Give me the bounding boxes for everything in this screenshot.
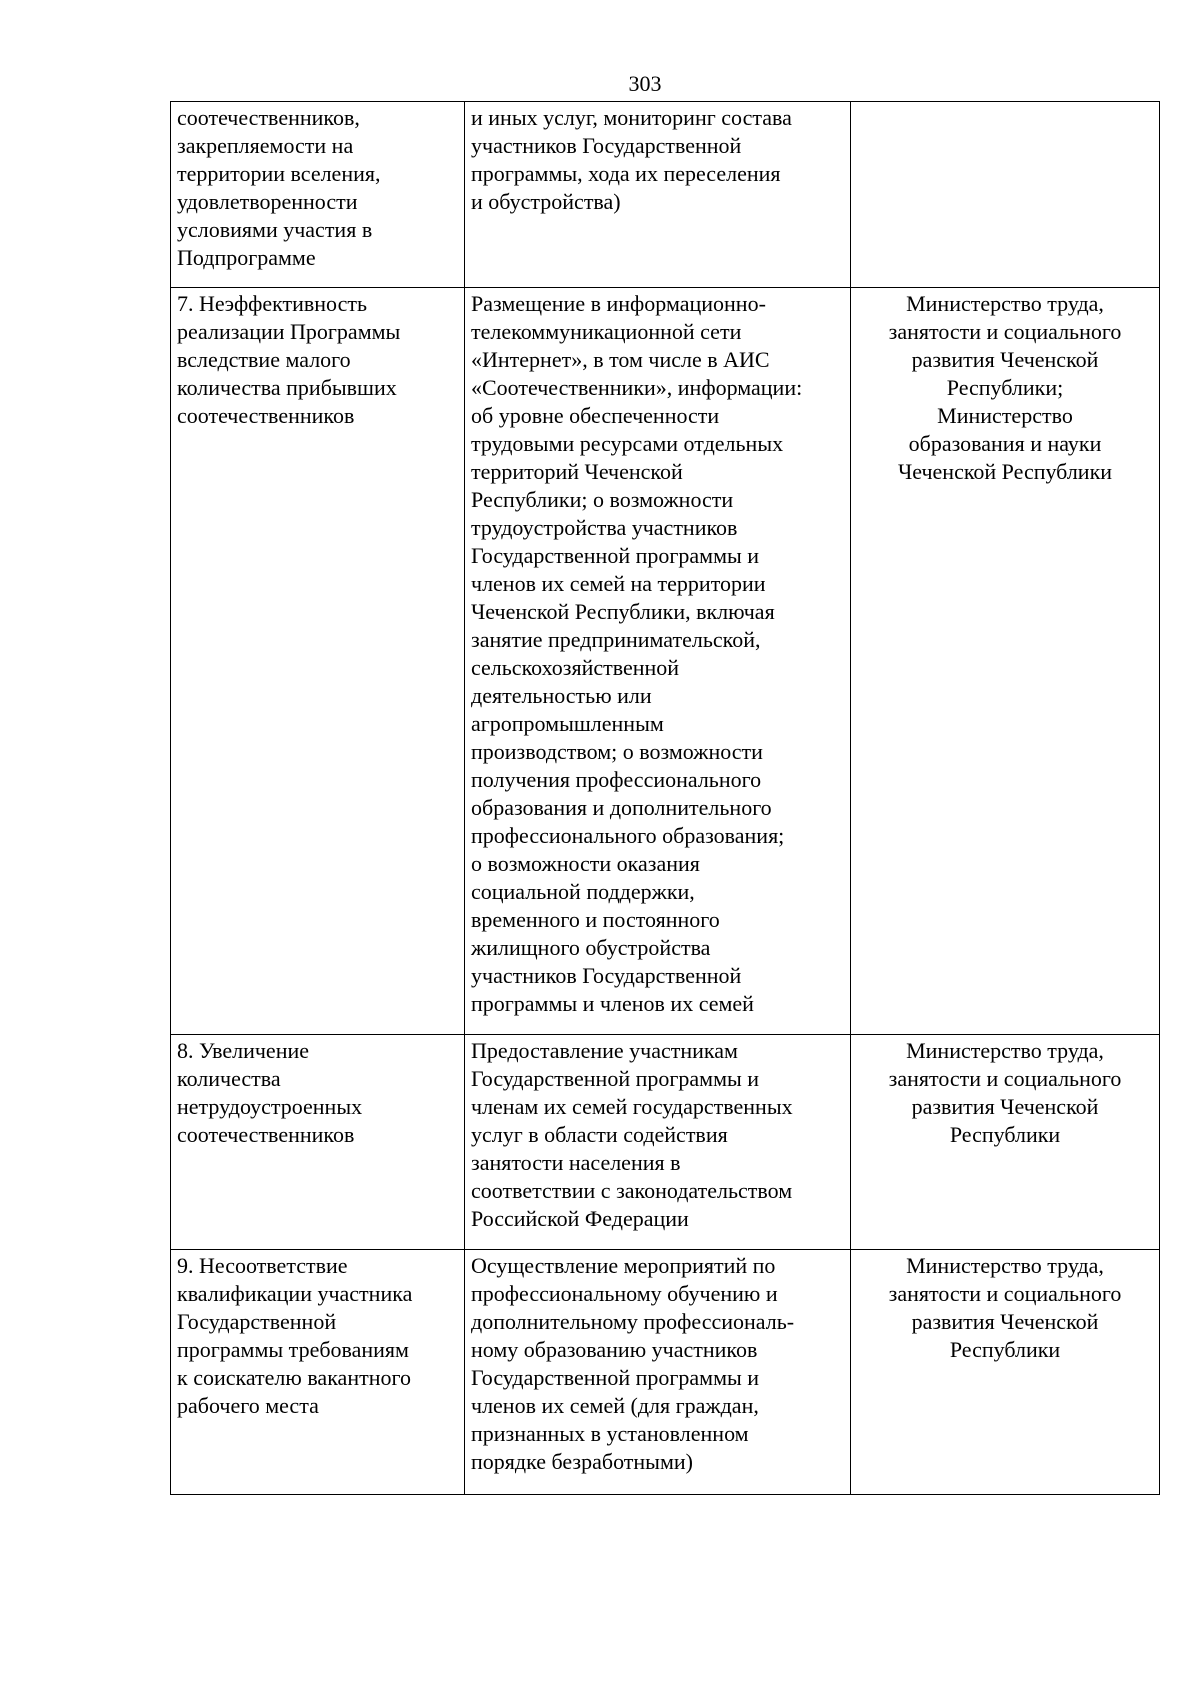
cell-line: соотечественников, — [177, 105, 360, 130]
cell-line: занятости населения в — [471, 1150, 681, 1175]
cell-line: Государственной программы и — [471, 543, 760, 568]
cell-line: Министерство труда, — [906, 1253, 1104, 1278]
cell-line: соотечественников — [177, 403, 355, 428]
cell-line: 9. Несоответствие — [177, 1253, 348, 1278]
cell-line: закрепляемости на — [177, 133, 354, 158]
cell-line: занятие предпринимательской, — [471, 627, 761, 652]
cell-line: территории вселения, — [177, 161, 381, 186]
cell-line: 7. Неэффективность — [177, 291, 368, 316]
cell-line: о возможности оказания — [471, 851, 700, 876]
cell-line: членов их семей (для граждан, — [471, 1393, 759, 1418]
cell-line: Государственной — [177, 1309, 337, 1334]
cell-line: Республики — [949, 1122, 1061, 1147]
cell-line: и иных услуг, мониторинг состава — [471, 105, 792, 130]
cell-line: признанных в установленном — [471, 1421, 749, 1446]
cell-line: временного и постоянного — [471, 907, 720, 932]
cell-line: развития Чеченской — [911, 1094, 1099, 1119]
cell-line: Государственной программы и — [471, 1066, 760, 1091]
cell-line: Республики; — [946, 375, 1064, 400]
cell-line: 8. Увеличение — [177, 1038, 310, 1063]
cell-line: об уровне обеспеченности — [471, 403, 720, 428]
cell-line: жилищного обустройства — [471, 935, 711, 960]
risk-cell — [171, 102, 465, 288]
responsible-cell — [851, 1250, 1160, 1495]
measures-table — [170, 101, 1160, 1495]
cell-line: удовлетворенности — [177, 189, 358, 214]
responsible-cell — [851, 288, 1160, 1035]
cell-line: Государственной программы и — [471, 1365, 760, 1390]
cell-line: занятости и социального — [888, 1066, 1122, 1091]
table-row — [171, 288, 1160, 1035]
cell-line: вследствие малого — [177, 347, 351, 372]
cell-line: сельскохозяйственной — [471, 655, 680, 680]
cell-line: Министерство труда, — [906, 1038, 1104, 1063]
cell-line: услуг в области содействия — [471, 1122, 728, 1147]
measure-cell — [465, 1250, 851, 1495]
cell-line: членам их семей государственных — [471, 1094, 793, 1119]
cell-line: программы и членов их семей — [471, 991, 754, 1016]
cell-line: Размещение в информационно- — [471, 291, 766, 316]
cell-line: Республики; о возможности — [471, 487, 734, 512]
cell-line: Республики — [949, 1337, 1061, 1362]
cell-line: профессиональному обучению и — [471, 1281, 778, 1306]
cell-line: Министерство труда, — [906, 291, 1104, 316]
cell-line: Чеченской Республики — [897, 459, 1113, 484]
cell-line: участников Государственной — [471, 133, 742, 158]
risk-cell — [171, 1035, 465, 1250]
table-row — [171, 1250, 1160, 1495]
cell-line: и обустройства) — [471, 189, 621, 214]
cell-line: рабочего места — [177, 1393, 319, 1418]
cell-line: соотечественников — [177, 1122, 355, 1147]
cell-line: Министерство — [937, 403, 1073, 428]
cell-line: программы требованиям — [177, 1337, 409, 1362]
cell-line: количества прибывших — [177, 375, 397, 400]
cell-line: «Соотечественники», информации: — [471, 375, 803, 400]
risk-cell — [171, 288, 465, 1035]
table-row — [171, 102, 1160, 288]
cell-line: «Интернет», в том числе в АИС — [471, 347, 770, 372]
cell-line: реализации Программы — [177, 319, 401, 344]
measure-cell — [465, 1035, 851, 1250]
cell-line: телекоммуникационной сети — [471, 319, 742, 344]
table-row — [171, 1035, 1160, 1250]
cell-line: профессионального образования; — [471, 823, 785, 848]
cell-line: ному образованию участников — [471, 1337, 758, 1362]
cell-line: дополнительному профессиональ- — [471, 1309, 795, 1334]
cell-line: порядке безработными) — [471, 1449, 693, 1474]
cell-line: участников Государственной — [471, 963, 742, 988]
cell-line: социальной поддержки, — [471, 879, 695, 904]
cell-line: Предоставление участникам — [471, 1038, 738, 1063]
cell-line: Чеченской Республики, включая — [471, 599, 775, 624]
cell-line: Российской Федерации — [471, 1206, 689, 1231]
measure-cell — [465, 288, 851, 1035]
cell-line: развития Чеченской — [911, 347, 1099, 372]
cell-line: программы, хода их переселения — [471, 161, 781, 186]
cell-line: членов их семей на территории — [471, 571, 766, 596]
responsible-cell — [851, 1035, 1160, 1250]
cell-line: квалификации участника — [177, 1281, 413, 1306]
page-number: 303 — [628, 71, 662, 96]
cell-line: образования и дополнительного — [471, 795, 772, 820]
cell-line: Подпрограмме — [177, 245, 316, 270]
cell-line: трудоустройства участников — [471, 515, 738, 540]
cell-line: к соискателю вакантного — [177, 1365, 411, 1390]
cell-line: деятельностью или — [471, 683, 652, 708]
cell-line: занятости и социального — [888, 1281, 1122, 1306]
cell-line: количества — [177, 1066, 281, 1091]
cell-line: образования и науки — [908, 431, 1102, 456]
cell-line: соответствии с законодательством — [471, 1178, 793, 1203]
responsible-cell — [851, 102, 1160, 288]
cell-line: территорий Чеченской — [471, 459, 683, 484]
cell-line: получения профессионального — [471, 767, 762, 792]
risk-cell — [171, 1250, 465, 1495]
cell-line: агропромышленным — [471, 711, 664, 736]
cell-line: нетрудоустроенных — [177, 1094, 363, 1119]
cell-line: трудовыми ресурсами отдельных — [471, 431, 784, 456]
measure-cell — [465, 102, 851, 288]
cell-line: условиями участия в — [177, 217, 373, 242]
cell-line: занятости и социального — [888, 319, 1122, 344]
cell-line: развития Чеченской — [911, 1309, 1099, 1334]
cell-line: производством; о возможности — [471, 739, 763, 764]
cell-line: Осуществление мероприятий по — [471, 1253, 776, 1278]
